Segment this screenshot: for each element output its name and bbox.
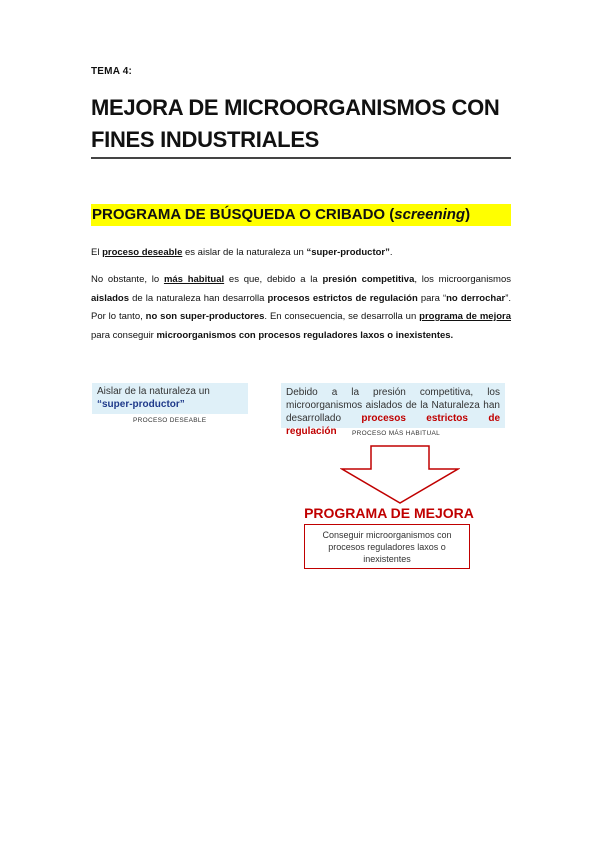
desirable-process-line1: Aislar de la naturaleza un [97,386,210,397]
paragraph-1 [91,244,511,263]
usual-process-highlight: procesos estrictos de regulación [286,413,501,437]
text-run: para conseguir [91,329,157,341]
text-run: para “ [417,292,447,304]
emphasis-run: proceso deseable [102,247,183,258]
emphasis-run: programa de mejora [419,311,511,322]
topic-label: TEMA 4: [91,66,133,77]
text-run: El [91,247,103,258]
title-underline [91,157,511,159]
emphasis-run: no son super-productores [145,311,265,322]
emphasis-run: microorganismos con procesos reguladores laxos o inexistentes. [156,329,454,341]
desirable-process-caption: PROCESO DESEABLE [133,417,207,424]
paragraph-2 [91,271,511,345]
down-arrow-icon [340,445,460,505]
improvement-program-box: Conseguir microorganismos con procesos reguladores laxos o inexistentes [304,524,470,569]
emphasis-run: no derrochar [446,292,506,304]
desirable-process-line2: “super-productor” [97,399,185,410]
text-run: . En consecuencia, se desarrolla un [264,311,420,322]
improvement-program-title: PROGRAMA DE MEJORA [304,505,474,521]
emphasis-run: “super-productor” [306,247,390,258]
text-run: . [389,247,393,258]
text-run: es aislar de la naturaleza un [182,247,307,258]
emphasis-run: procesos estrictos de regulación [267,292,418,304]
emphasis-run: presión competitiva [322,274,415,285]
section-heading-end: ) [465,206,471,223]
usual-process-text: Debido a la presión competitiva, los microorganismos aislados de la Naturaleza han desarrollado [286,387,500,424]
usual-process-caption: PROCESO MÁS HABITUAL [352,430,440,437]
section-heading-italic: screening [394,206,466,223]
desirable-process-box [92,383,248,414]
section-heading-main: PROGRAMA DE BÚSQUEDA O CRIBADO ( [92,206,395,223]
text-run: es que, debido a la [224,274,323,285]
text-run: de la naturaleza han desarrolla [129,292,268,304]
text-run: , los microorganismos [414,274,512,285]
text-run: No obstante, lo [91,274,164,285]
emphasis-run: más habitual [163,274,225,285]
text-run: ”. Por lo tanto, [91,292,511,322]
emphasis-run: aislados [91,292,130,304]
section-heading [91,204,511,226]
page-title: MEJORA DE MICROORGANISMOS CON FINES INDUSTRIALES [91,95,500,152]
